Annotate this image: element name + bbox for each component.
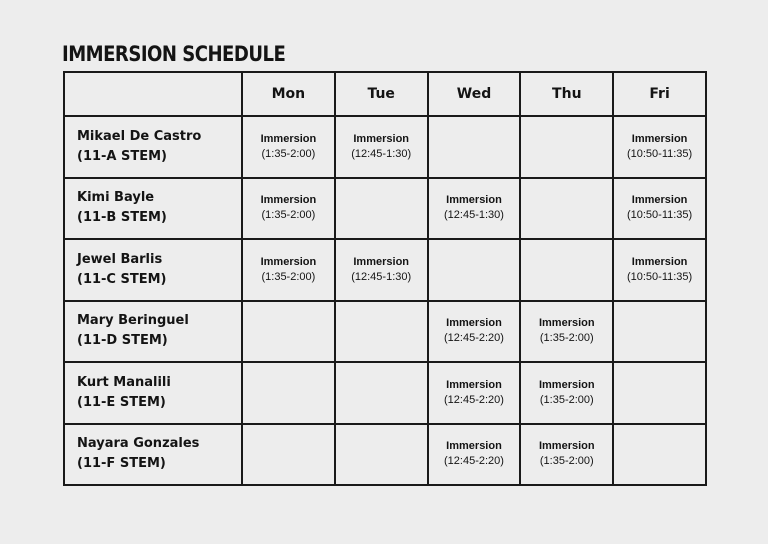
schedule-cell-thu: [520, 362, 613, 424]
table-row: [64, 116, 706, 178]
slot-label: Immersion: [446, 440, 502, 453]
slot-label: Immersion: [538, 378, 595, 391]
slot-label: Immersion: [260, 255, 317, 268]
schedule-cell-wed: [428, 116, 521, 178]
schedule-cell-fri: [613, 424, 706, 486]
slot-label: Immersion: [631, 255, 688, 268]
slot-time: (10:50-11:35): [626, 147, 693, 160]
immersion-slot: [429, 439, 520, 469]
schedule-cell-mon: [242, 362, 335, 424]
table-row: [64, 239, 706, 301]
table-row: [64, 178, 706, 240]
immersion-slot: [614, 132, 705, 162]
slot-time: (12:45-2:20): [444, 393, 504, 406]
slot-label: Immersion: [538, 317, 595, 330]
slot-label: Immersion: [446, 194, 502, 207]
slot-label: Immersion: [260, 132, 317, 145]
slot-time: (1:35-2:00): [539, 455, 594, 468]
schedule-cell-mon: [242, 424, 335, 486]
immersion-slot: [243, 255, 334, 285]
student-name: Jewel Barlis: [77, 251, 163, 267]
immersion-slot: [243, 132, 334, 162]
student-name: Mary Beringuel: [77, 313, 189, 329]
student-cell: [64, 239, 242, 301]
immersion-slot: [521, 316, 612, 346]
slot-label: Immersion: [631, 132, 688, 145]
immersion-slot: [521, 378, 612, 408]
schedule-cell-fri: [613, 239, 706, 301]
schedule-cell-wed: [428, 301, 521, 363]
slot-time: (1:35-2:00): [261, 147, 316, 160]
header-row: [64, 72, 706, 116]
slot-time: (12:45-1:30): [444, 209, 504, 222]
schedule-cell-wed: [428, 178, 521, 240]
table-row: [64, 362, 706, 424]
student-cell: [64, 178, 242, 240]
immersion-slot: [614, 255, 705, 285]
schedule-table: [63, 71, 707, 486]
schedule-cell-tue: [335, 239, 428, 301]
immersion-slot: [336, 255, 427, 285]
schedule-cell-thu: [520, 301, 613, 363]
slot-label: Immersion: [353, 132, 410, 145]
student-name: Mikael De Castro: [77, 128, 202, 144]
slot-label: Immersion: [538, 440, 595, 453]
slot-time: (10:50-11:35): [626, 209, 693, 222]
schedule-cell-fri: [613, 116, 706, 178]
page-title: IMMERSION SCHEDULE: [62, 42, 286, 66]
student-section: (11-E STEM): [77, 394, 166, 410]
slot-label: Immersion: [446, 378, 502, 391]
student-name: Kimi Bayle: [77, 190, 155, 206]
slot-time: (1:35-2:00): [539, 393, 594, 406]
schedule-cell-thu: [520, 178, 613, 240]
schedule-cell-wed: [428, 424, 521, 486]
table-row: [64, 424, 706, 486]
schedule-cell-tue: [335, 362, 428, 424]
schedule-cell-tue: [335, 116, 428, 178]
immersion-slot: [614, 193, 705, 223]
immersion-slot: [243, 193, 334, 223]
student-cell: [64, 424, 242, 486]
slot-time: (12:45-1:30): [351, 147, 412, 160]
schedule-cell-fri: [613, 178, 706, 240]
schedule-cell-tue: [335, 301, 428, 363]
immersion-slot: [429, 193, 520, 223]
immersion-slot: [521, 439, 612, 469]
student-section: (11-F STEM): [77, 456, 166, 472]
schedule-cell-thu: [520, 424, 613, 486]
schedule-cell-tue: [335, 178, 428, 240]
table-row: [64, 301, 706, 363]
student-section: (11-C STEM): [77, 271, 167, 287]
slot-label: Immersion: [353, 255, 410, 268]
day-header-mon: Mon: [242, 72, 335, 116]
slot-time: (1:35-2:00): [261, 270, 316, 283]
schedule-cell-fri: [613, 301, 706, 363]
student-section: (11-D STEM): [77, 333, 168, 349]
immersion-slot: [429, 378, 520, 408]
schedule-cell-mon: [242, 178, 335, 240]
schedule-cell-wed: [428, 239, 521, 301]
slot-time: (12:45-1:30): [351, 270, 412, 283]
day-header-tue: Tue: [335, 72, 428, 116]
day-header-wed: Wed: [428, 72, 521, 116]
slot-time: (12:45-2:20): [444, 332, 504, 345]
day-header-fri: Fri: [613, 72, 706, 116]
student-section: (11-B STEM): [77, 210, 167, 226]
schedule-cell-fri: [613, 362, 706, 424]
immersion-slot: [336, 132, 427, 162]
schedule-cell-thu: [520, 116, 613, 178]
slot-label: Immersion: [631, 194, 688, 207]
immersion-slot: [429, 316, 520, 346]
corner-cell: [64, 72, 242, 116]
student-name: Kurt Manalili: [77, 374, 171, 390]
slot-label: Immersion: [260, 194, 317, 207]
schedule-cell-mon: [242, 116, 335, 178]
schedule-cell-mon: [242, 301, 335, 363]
day-header-thu: Thu: [520, 72, 613, 116]
student-cell: [64, 116, 242, 178]
student-cell: [64, 301, 242, 363]
schedule-cell-mon: [242, 239, 335, 301]
slot-time: (12:45-2:20): [444, 455, 504, 468]
student-cell: [64, 362, 242, 424]
student-section: (11-A STEM): [77, 148, 168, 164]
schedule-cell-tue: [335, 424, 428, 486]
schedule-cell-thu: [520, 239, 613, 301]
schedule-cell-wed: [428, 362, 521, 424]
slot-label: Immersion: [446, 317, 502, 330]
student-name: Nayara Gonzales: [77, 436, 200, 452]
slot-time: (1:35-2:00): [261, 209, 316, 222]
slot-time: (10:50-11:35): [626, 270, 693, 283]
slot-time: (1:35-2:00): [539, 332, 594, 345]
